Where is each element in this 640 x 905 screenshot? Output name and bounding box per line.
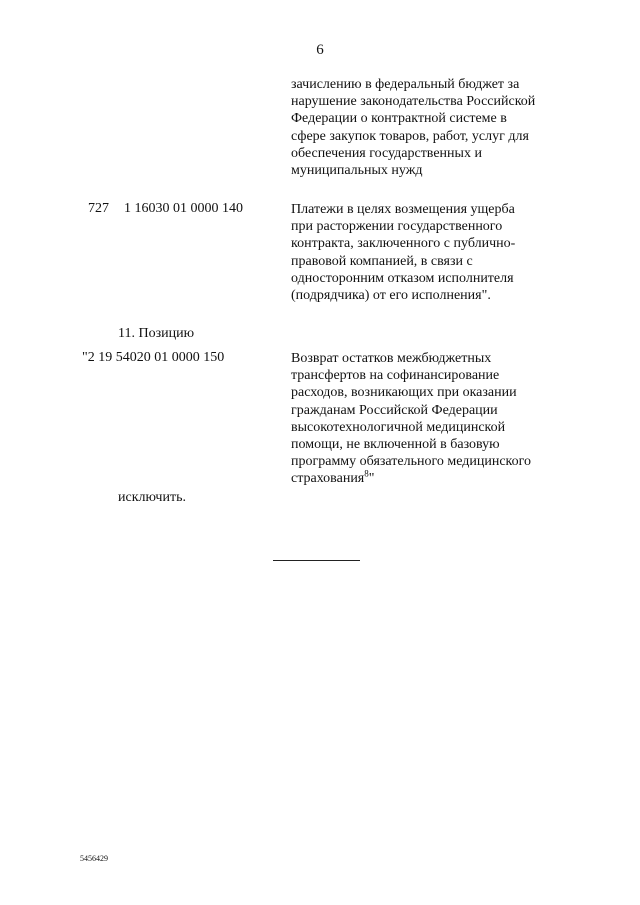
exclude-instruction: исключить.: [118, 490, 186, 505]
row-description-text: Возврат остатков межбюджетных трансфертов на софинансирование расходов, возникающих при оказании гражданам Российской Федерации высокотехнологичной медицинской помощи, не включенной в базовую программу обязательного медицинского страхования: [291, 351, 532, 487]
row-description: Платежи в целях возмещения ущерба при расторжении государственного контракта, заключенного с публично- правовой компанией, в связи с односторонним отказом исполнителя (подрядчика) от его исполнения".: [291, 202, 516, 304]
income-code: 1 16030 01 0000 140: [124, 201, 243, 216]
position-label: 11. Позицию: [118, 326, 195, 341]
document-id: 5456429: [80, 854, 108, 863]
row-description: [291, 350, 591, 488]
page-number: 6: [316, 42, 324, 58]
admin-code: 727: [88, 201, 109, 216]
footnote-mark: 8: [364, 468, 369, 479]
separator-line: [273, 560, 360, 561]
continued-description: зачислению в федеральный бюджет за нарушение законодательства Российской Федерации о контрактной системе в сфере закупок товаров, работ, услуг для обеспечения государственных и муниципальных нужд: [291, 77, 536, 179]
closing-quote: ": [368, 471, 375, 487]
income-code: "2 19 54020 01 0000 150: [82, 350, 225, 365]
